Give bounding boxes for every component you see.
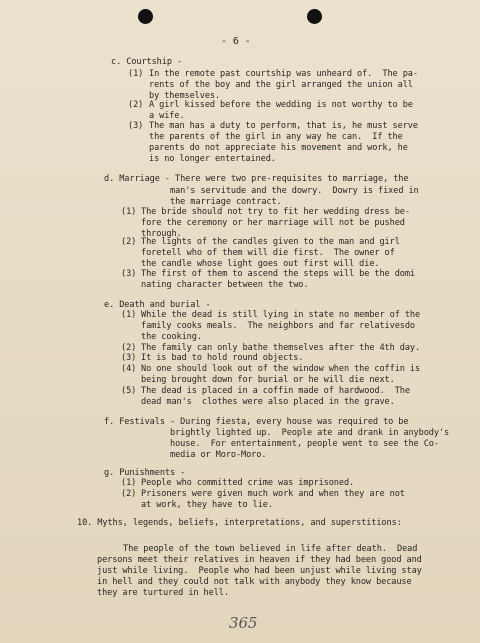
item-line: the parents of the girl in any way he can. If the <box>149 132 403 142</box>
item-number: (2) <box>121 489 137 499</box>
item-line: In the remote past courtship was unheard of. The pa- <box>149 69 418 79</box>
item-line: Prisoners were given much work and when they are not <box>141 489 405 499</box>
item-line: by themselves. <box>149 91 221 101</box>
item-number: (4) <box>121 364 137 374</box>
punch-hole-left <box>138 9 153 24</box>
paragraph-line: in hell and they could not talk with anybody they know because <box>97 577 412 587</box>
item-line: fore the ceremony or her marriage will not be pushed <box>141 218 405 228</box>
section-heading-punishments: g. Punishments - <box>104 468 186 478</box>
punch-hole-right <box>307 9 322 24</box>
item-line: nating character between the two. <box>141 280 309 290</box>
item-line: being brought down for burial or he will die next. <box>141 375 395 385</box>
item-number: (1) <box>128 69 144 79</box>
paragraph-line: they are turtured in hell. <box>97 588 229 598</box>
item-number: (5) <box>121 386 137 396</box>
item-number: (1) <box>121 310 137 320</box>
item-line: the cooking. <box>141 332 202 342</box>
item-number: (2) <box>128 100 144 110</box>
item-line: foretell who of them will die first. The owner of <box>141 248 395 258</box>
item-line: rents of the boy and the girl arranged the union all <box>149 80 413 90</box>
item-line: parents do not appreciate his movement and work, he <box>149 143 408 153</box>
item-line: People who committed crime was imprisoned. <box>141 478 355 488</box>
heading-line: house. For entertainment, people went to see the Co- <box>170 439 439 449</box>
item-number: (1) <box>121 478 137 488</box>
item-line: the candle whose light goes out first will die. <box>141 259 380 269</box>
paragraph-line: just while living. People who had been unjust while living stay <box>97 566 422 576</box>
page-number: - 6 - <box>221 36 251 47</box>
section-heading-courtship: c. Courtship - <box>111 57 183 67</box>
item-number: (2) <box>121 237 137 247</box>
item-line: a wife. <box>149 111 185 121</box>
item-line: The family can only bathe themselves after the 4th day. <box>141 343 421 353</box>
item-line: The man has a duty to perform, that is, he must serve <box>149 121 418 131</box>
item-line: The lights of the candles given to the man and girl <box>141 237 400 247</box>
item-line: at work, they have to lie. <box>141 500 273 510</box>
item-line: While the dead is still lying in state no member of the <box>141 310 421 320</box>
item-line: family cooks meals. The neighbors and far relativesdo <box>141 321 415 331</box>
heading-line: the marriage contract. <box>170 197 282 207</box>
item-line: It is bad to hold round objects. <box>141 353 304 363</box>
item-line: A girl kissed before the wedding is not worthy to be <box>149 100 413 110</box>
item-number: (3) <box>121 353 137 363</box>
item-number: (3) <box>121 269 137 279</box>
section-heading-death-burial: e. Death and burial - <box>104 300 211 310</box>
item-line: The bride should not try to fit her wedding dress be- <box>141 207 410 217</box>
item-line: is no longer entertained. <box>149 154 276 164</box>
item-number: (2) <box>121 343 137 353</box>
heading-line: brightly lighted up. People ate and drank in anybody's <box>170 428 450 438</box>
paragraph-line: persons meet their relatives in heaven if they had been good and <box>97 555 422 565</box>
item-line: The dead is placed in a coffin made of hardwood. The <box>141 386 410 396</box>
section-heading-marriage: d. Marriage - There were two pre-requisites to marriage, the <box>104 174 409 184</box>
heading-line: man's servitude and the dowry. Dowry is fixed in <box>170 186 419 196</box>
item-line: No one should look out of the window when the coffin is <box>141 364 421 374</box>
topic-10-heading: 10. Myths, legends, beliefs, interpretations, and superstitions: <box>77 518 402 528</box>
section-heading-festivals: f. Festivals - During fiesta, every house was required to be <box>104 417 409 427</box>
item-line: dead man's clothes were also placed in the grave. <box>141 397 395 407</box>
item-number: (1) <box>121 207 137 217</box>
item-line: through. <box>141 229 182 239</box>
heading-line: media or Moro-Moro. <box>170 450 267 460</box>
item-line: The first of them to ascend the steps will be the domi <box>141 269 415 279</box>
item-number: (3) <box>128 121 144 131</box>
paragraph-line: The people of the town believed in life after death. Dead <box>123 544 418 554</box>
handwritten-page-note: 365 <box>229 614 258 632</box>
